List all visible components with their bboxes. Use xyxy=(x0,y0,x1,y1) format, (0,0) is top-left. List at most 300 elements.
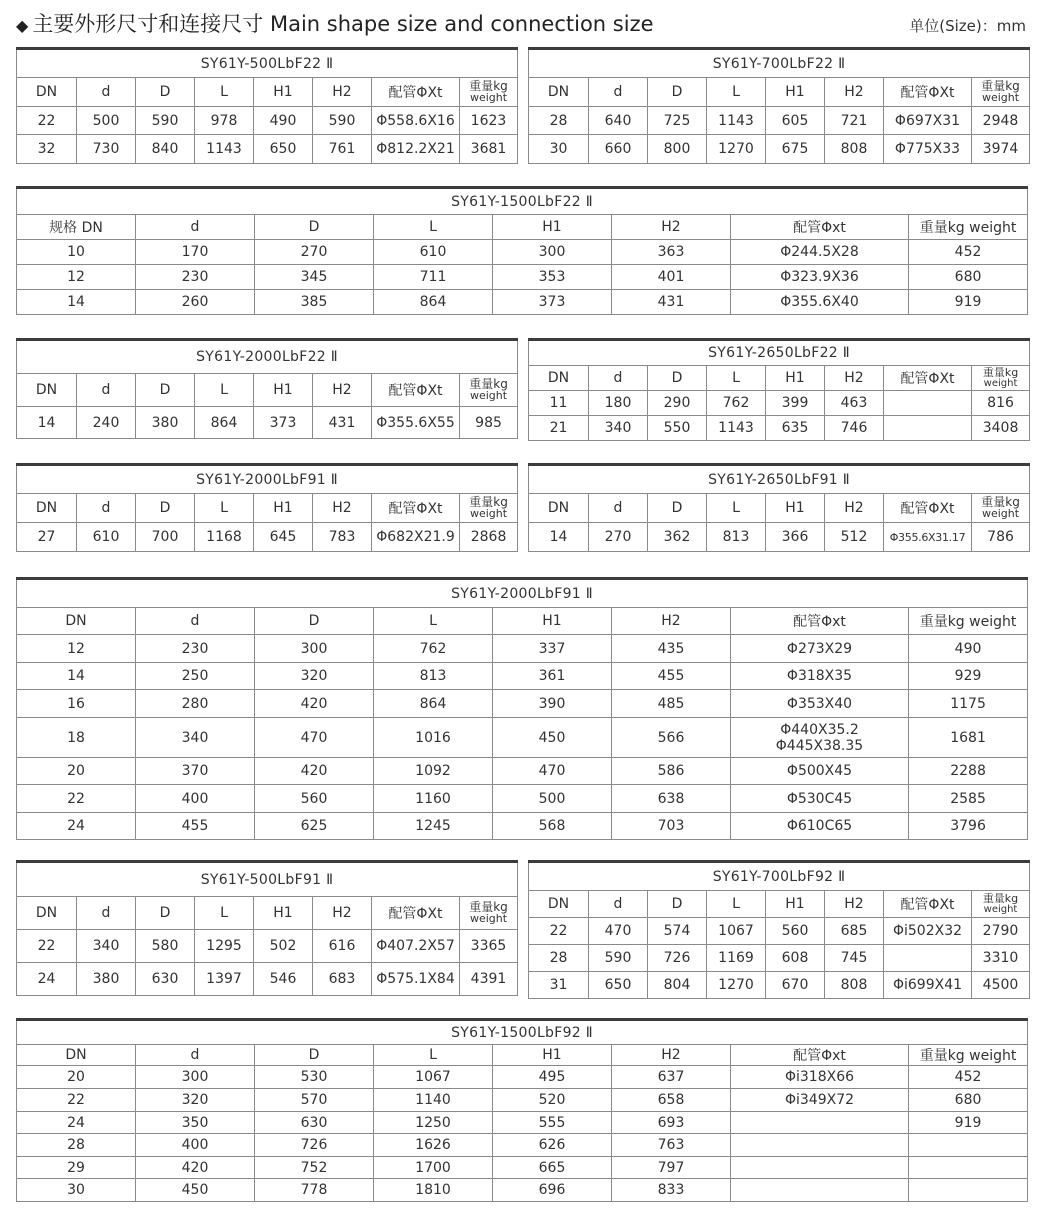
cell-weight: 919 xyxy=(909,290,1028,315)
table-row xyxy=(17,1157,1028,1179)
cell-h2: 658 xyxy=(612,1089,731,1112)
cell-h1: 650 xyxy=(254,135,313,164)
weight-kg-label: 重量kg xyxy=(469,79,508,93)
weight-kg-label: 重量kg xyxy=(982,366,1019,379)
cell-dn: 29 xyxy=(17,1157,136,1179)
cell-h1: 605 xyxy=(766,107,825,135)
cell-h1: 470 xyxy=(493,758,612,785)
cell-weight xyxy=(909,1134,1028,1157)
cell-h1: 450 xyxy=(493,718,612,758)
cell-d: 385 xyxy=(255,290,374,315)
header-pipe: 配管ΦXt xyxy=(372,494,460,523)
cell-d: 250 xyxy=(136,663,255,690)
cell-dn: 32 xyxy=(17,135,77,164)
table-title: SY61Y-2650LbF22 Ⅱ xyxy=(529,340,1030,366)
cell-h1: 353 xyxy=(493,265,612,290)
cell-l: 1270 xyxy=(707,135,766,164)
table-row xyxy=(529,972,1030,999)
cell-pipe: Φ323.9X36 xyxy=(731,265,909,290)
header-d: d xyxy=(77,374,136,407)
cell-dn: 16 xyxy=(17,690,136,718)
cell-pipe: Φ244.5X28 xyxy=(731,240,909,265)
weight-en-label: weight xyxy=(469,507,508,520)
cell-h1: 645 xyxy=(254,523,313,552)
cell-dn: 20 xyxy=(17,758,136,785)
cell-d: 630 xyxy=(136,963,195,996)
weight-kg-label: 重量kg xyxy=(469,495,508,509)
weight-en-label: weight xyxy=(983,904,1018,915)
cell-h1: 366 xyxy=(766,523,825,552)
cell-d: 470 xyxy=(255,718,374,758)
cell-d: 340 xyxy=(136,718,255,758)
cell-d: 590 xyxy=(136,107,195,135)
cell-d: 500 xyxy=(77,107,136,135)
spec-table xyxy=(16,47,518,164)
cell-d: 240 xyxy=(77,407,136,439)
cell-pipe: Φ530C45 xyxy=(731,785,909,813)
cell-h1: 546 xyxy=(254,963,313,996)
cell-h2: 638 xyxy=(612,785,731,813)
cell-dn: 18 xyxy=(17,718,136,758)
table-row xyxy=(17,690,1028,718)
header-d: d xyxy=(589,366,648,391)
table-row xyxy=(17,523,518,552)
cell-l: 1016 xyxy=(374,718,493,758)
cell-dn: 20 xyxy=(17,1066,136,1089)
cell-h2: 833 xyxy=(612,1179,731,1202)
header-l: L xyxy=(374,608,493,635)
header-pipe: 配管ΦXt xyxy=(884,494,972,523)
cell-h1: 500 xyxy=(493,785,612,813)
cell-pipe: Φi699X41 xyxy=(884,972,972,999)
table-header-row xyxy=(17,215,1028,240)
cell-line: Φ440X35.2 xyxy=(780,721,859,738)
cell-h2: 746 xyxy=(825,416,884,441)
cell-weight: 3365 xyxy=(460,930,518,963)
header-d: d xyxy=(589,78,648,107)
header-d: D xyxy=(136,78,195,107)
table-row xyxy=(529,416,1030,441)
cell-h2: 431 xyxy=(612,290,731,315)
cell-pipe: Φ575.1X84 xyxy=(372,963,460,996)
cell-pipe: Φi502X32 xyxy=(884,918,972,945)
cell-d: 726 xyxy=(648,945,707,972)
table-title-row xyxy=(17,862,518,897)
cell-weight: 680 xyxy=(909,265,1028,290)
cell-weight: 929 xyxy=(909,663,1028,690)
header-h1: H1 xyxy=(254,78,313,107)
cell-h2: 745 xyxy=(825,945,884,972)
table-title: SY61Y-2650LbF91 Ⅱ xyxy=(529,465,1030,494)
cell-h2: 435 xyxy=(612,635,731,663)
cell-weight: 985 xyxy=(460,407,518,439)
cell-l: 762 xyxy=(374,635,493,663)
cell-weight: 2790 xyxy=(972,918,1030,945)
table-row xyxy=(17,1066,1028,1089)
cell-h2: 721 xyxy=(825,107,884,135)
cell-h1: 560 xyxy=(766,918,825,945)
cell-d: 590 xyxy=(589,945,648,972)
cell-pipe: Φ558.6X16 xyxy=(372,107,460,135)
header-d: d xyxy=(77,897,136,930)
cell-h1: 495 xyxy=(493,1066,612,1089)
cell-l: 1250 xyxy=(374,1112,493,1134)
cell-h2: 683 xyxy=(313,963,372,996)
cell-pipe: Φ407.2X57 xyxy=(372,930,460,963)
header-dn: DN xyxy=(17,897,77,930)
cell-l: 978 xyxy=(195,107,254,135)
weight-en-label: weight xyxy=(981,507,1020,520)
cell-h2: 363 xyxy=(612,240,731,265)
header-dn: DN xyxy=(17,494,77,523)
header-h2: H2 xyxy=(313,897,372,930)
header-h1: H1 xyxy=(493,215,612,240)
cell-h2: 637 xyxy=(612,1066,731,1089)
header-weight: 重量kg weight xyxy=(909,608,1028,635)
cell-l: 1397 xyxy=(195,963,254,996)
cell-dn: 22 xyxy=(529,918,589,945)
table-title: SY61Y-700LbF22 Ⅱ xyxy=(529,49,1030,78)
cell-d: 270 xyxy=(255,240,374,265)
cell-dn: 24 xyxy=(17,813,136,840)
cell-dn: 12 xyxy=(17,635,136,663)
cell-pipe: Φi349X72 xyxy=(731,1089,909,1112)
cell-d: 610 xyxy=(77,523,136,552)
table-row xyxy=(17,107,518,135)
spec-table xyxy=(528,338,1030,441)
table-row xyxy=(17,963,518,996)
cell-d: 725 xyxy=(648,107,707,135)
header-weight: 重量kg weight xyxy=(909,215,1028,240)
cell-l: 1140 xyxy=(374,1089,493,1112)
table-row xyxy=(17,1112,1028,1134)
header-d: d xyxy=(589,494,648,523)
cell-l: 1270 xyxy=(707,972,766,999)
header-h2: H2 xyxy=(825,366,884,391)
table-header-row xyxy=(529,494,1030,523)
header-l: L xyxy=(707,366,766,391)
cell-h2: 783 xyxy=(313,523,372,552)
header-weight xyxy=(972,78,1030,107)
header-pipe: 配管Φxt xyxy=(731,1045,909,1066)
header-l: L xyxy=(707,891,766,918)
cell-d: 455 xyxy=(136,813,255,840)
cell-dn: 11 xyxy=(529,391,589,416)
header-h1: H1 xyxy=(254,494,313,523)
weight-kg-label: 重量kg xyxy=(981,79,1020,93)
cell-h2: 685 xyxy=(825,918,884,945)
cell-weight: 919 xyxy=(909,1112,1028,1134)
cell-h2: 431 xyxy=(313,407,372,439)
header-d: D xyxy=(255,1045,374,1066)
header-d: D xyxy=(255,215,374,240)
header-l: L xyxy=(195,897,254,930)
table-title-row xyxy=(17,49,518,78)
header-pipe: 配管ΦXt xyxy=(372,78,460,107)
cell-l: 1143 xyxy=(195,135,254,164)
cell-weight: 2585 xyxy=(909,785,1028,813)
weight-en-label: weight xyxy=(469,389,508,402)
cell-weight: 2288 xyxy=(909,758,1028,785)
table-header-row xyxy=(17,1045,1028,1066)
cell-d: 570 xyxy=(255,1089,374,1112)
cell-d: 320 xyxy=(136,1089,255,1112)
cell-d: 730 xyxy=(77,135,136,164)
header-h1: H1 xyxy=(493,608,612,635)
table-title: SY61Y-700LbF92 Ⅱ xyxy=(529,862,1030,891)
header-weight xyxy=(972,891,1030,918)
table-row xyxy=(529,107,1030,135)
cell-weight: 2868 xyxy=(460,523,518,552)
cell-h2: 808 xyxy=(825,135,884,164)
cell-h2: 512 xyxy=(825,523,884,552)
table-row xyxy=(17,718,1028,758)
header-dn: DN xyxy=(17,608,136,635)
cell-d: 574 xyxy=(648,918,707,945)
cell-h2: 797 xyxy=(612,1157,731,1179)
table-row xyxy=(17,930,518,963)
cell-h1: 626 xyxy=(493,1134,612,1157)
table-title-row xyxy=(17,465,518,494)
cell-d: 300 xyxy=(255,635,374,663)
cell-l: 1143 xyxy=(707,107,766,135)
table-row xyxy=(17,135,518,164)
spec-table xyxy=(16,338,518,439)
table-title-row xyxy=(529,49,1030,78)
cell-pipe xyxy=(731,1179,909,1202)
cell-pipe xyxy=(884,416,972,441)
table-row xyxy=(17,813,1028,840)
cell-d: 370 xyxy=(136,758,255,785)
cell-l: 813 xyxy=(707,523,766,552)
cell-dn: 28 xyxy=(529,107,589,135)
cell-h1: 502 xyxy=(254,930,313,963)
cell-dn: 28 xyxy=(529,945,589,972)
header-d: D xyxy=(648,891,707,918)
cell-d: 345 xyxy=(255,265,374,290)
cell-l: 610 xyxy=(374,240,493,265)
cell-d: 726 xyxy=(255,1134,374,1157)
cell-d: 550 xyxy=(648,416,707,441)
cell-h1: 568 xyxy=(493,813,612,840)
table-row xyxy=(17,663,1028,690)
header-d: D xyxy=(648,494,707,523)
cell-h2: 763 xyxy=(612,1134,731,1157)
cell-pipe: Φ353X40 xyxy=(731,690,909,718)
cell-h2: 455 xyxy=(612,663,731,690)
cell-h2: 463 xyxy=(825,391,884,416)
cell-weight: 1681 xyxy=(909,718,1028,758)
header-h2: H2 xyxy=(612,215,731,240)
header-d: D xyxy=(648,366,707,391)
cell-weight: 3796 xyxy=(909,813,1028,840)
header-l: L xyxy=(374,215,493,240)
header-dn: DN xyxy=(17,78,77,107)
cell-pipe xyxy=(884,391,972,416)
cell-d: 180 xyxy=(589,391,648,416)
cell-l: 1626 xyxy=(374,1134,493,1157)
header-pipe: 配管ΦXt xyxy=(884,891,972,918)
cell-weight: 786 xyxy=(972,523,1030,552)
cell-weight: 816 xyxy=(972,391,1030,416)
cell-d: 752 xyxy=(255,1157,374,1179)
cell-d: 380 xyxy=(77,963,136,996)
spec-table xyxy=(16,860,518,996)
header-l: L xyxy=(707,78,766,107)
table-title: SY61Y-500LbF91 Ⅱ xyxy=(17,862,518,897)
cell-pipe xyxy=(731,1112,909,1134)
cell-h2: 616 xyxy=(313,930,372,963)
cell-h2: 808 xyxy=(825,972,884,999)
cell-d: 400 xyxy=(136,1134,255,1157)
header-h2: H2 xyxy=(313,374,372,407)
cell-l: 1168 xyxy=(195,523,254,552)
cell-h2: 586 xyxy=(612,758,731,785)
cell-d: 420 xyxy=(136,1157,255,1179)
cell-pipe: Φ697X31 xyxy=(884,107,972,135)
cell-d: 700 xyxy=(136,523,195,552)
header-d: D xyxy=(136,897,195,930)
table-row xyxy=(17,265,1028,290)
table-row xyxy=(529,945,1030,972)
cell-h2: 566 xyxy=(612,718,731,758)
table-title: SY61Y-2000LbF91 Ⅱ xyxy=(17,465,518,494)
cell-weight: 1175 xyxy=(909,690,1028,718)
cell-d: 470 xyxy=(589,918,648,945)
cell-pipe: Φ500X45 xyxy=(731,758,909,785)
table-row xyxy=(17,758,1028,785)
cell-d: 800 xyxy=(648,135,707,164)
header-dn: DN xyxy=(529,78,589,107)
cell-h2: 401 xyxy=(612,265,731,290)
header-h1: H1 xyxy=(766,78,825,107)
cell-d: 530 xyxy=(255,1066,374,1089)
cell-dn: 24 xyxy=(17,963,77,996)
header-weight xyxy=(460,897,518,930)
cell-d: 778 xyxy=(255,1179,374,1202)
cell-h1: 665 xyxy=(493,1157,612,1179)
header-dn: DN xyxy=(529,494,589,523)
header-weight xyxy=(460,494,518,523)
cell-dn: 31 xyxy=(529,972,589,999)
table-row xyxy=(529,135,1030,164)
cell-d: 280 xyxy=(136,690,255,718)
cell-d: 840 xyxy=(136,135,195,164)
header-h1: H1 xyxy=(254,374,313,407)
header-dn: 规格 DN xyxy=(17,215,136,240)
cell-l: 762 xyxy=(707,391,766,416)
cell-d: 300 xyxy=(136,1066,255,1089)
table-row xyxy=(17,785,1028,813)
header-d: d xyxy=(136,215,255,240)
table-row xyxy=(17,1179,1028,1202)
header-weight xyxy=(972,494,1030,523)
table-row xyxy=(529,918,1030,945)
table-title: SY61Y-500LbF22 Ⅱ xyxy=(17,49,518,78)
cell-dn: 14 xyxy=(529,523,589,552)
table-title-row xyxy=(529,862,1030,891)
table-title: SY61Y-1500LbF22 Ⅱ xyxy=(17,188,1028,215)
cell-dn: 22 xyxy=(17,107,77,135)
cell-d: 270 xyxy=(589,523,648,552)
cell-l: 1295 xyxy=(195,930,254,963)
table-row xyxy=(17,1134,1028,1157)
weight-kg-label: 重量kg xyxy=(469,377,508,391)
header-dn: DN xyxy=(17,374,77,407)
cell-h1: 373 xyxy=(493,290,612,315)
header-h1: H1 xyxy=(493,1045,612,1066)
table-row xyxy=(17,1089,1028,1112)
cell-l: 1143 xyxy=(707,416,766,441)
header-h2: H2 xyxy=(825,891,884,918)
weight-en-label: weight xyxy=(983,378,1018,389)
header-h2: H2 xyxy=(825,494,884,523)
cell-dn: 30 xyxy=(17,1179,136,1202)
cell-d: 350 xyxy=(136,1112,255,1134)
cell-weight xyxy=(909,1179,1028,1202)
header-l: L xyxy=(707,494,766,523)
table-title-row xyxy=(529,340,1030,366)
cell-l: 864 xyxy=(195,407,254,439)
cell-h2: 590 xyxy=(313,107,372,135)
table-row xyxy=(17,290,1028,315)
cell-d: 230 xyxy=(136,265,255,290)
cell-l: 1700 xyxy=(374,1157,493,1179)
table-header-row xyxy=(17,897,518,930)
cell-d: 260 xyxy=(136,290,255,315)
cell-weight: 3310 xyxy=(972,945,1030,972)
cell-pipe xyxy=(884,945,972,972)
cell-d: 560 xyxy=(255,785,374,813)
cell-h1: 520 xyxy=(493,1089,612,1112)
spec-table xyxy=(528,463,1030,552)
cell-d: 450 xyxy=(136,1179,255,1202)
cell-h1: 696 xyxy=(493,1179,612,1202)
cell-dn: 22 xyxy=(17,785,136,813)
header-h1: H1 xyxy=(766,494,825,523)
cell-d: 380 xyxy=(136,407,195,439)
weight-kg-label: 重量kg xyxy=(981,495,1020,509)
cell-weight: 3681 xyxy=(460,135,518,164)
cell-d: 630 xyxy=(255,1112,374,1134)
cell-h1: 675 xyxy=(766,135,825,164)
cell-d: 340 xyxy=(77,930,136,963)
cell-dn: 27 xyxy=(17,523,77,552)
header-pipe: 配管ΦXt xyxy=(884,366,972,391)
cell-h1: 373 xyxy=(254,407,313,439)
table-row xyxy=(17,407,518,439)
cell-h2: 703 xyxy=(612,813,731,840)
cell-dn: 14 xyxy=(17,663,136,690)
cell-dn: 30 xyxy=(529,135,589,164)
cell-weight xyxy=(909,1157,1028,1179)
table-title-row xyxy=(17,579,1028,608)
header-weight xyxy=(460,374,518,407)
spec-table xyxy=(528,860,1030,999)
cell-d: 420 xyxy=(255,758,374,785)
cell-weight: 452 xyxy=(909,1066,1028,1089)
cell-dn: 14 xyxy=(17,290,136,315)
header-h2: H2 xyxy=(825,78,884,107)
header-pipe: 配管ΦXt xyxy=(372,374,460,407)
spec-table xyxy=(16,1018,1028,1202)
cell-pipe xyxy=(731,718,909,758)
header-weight xyxy=(460,78,518,107)
cell-h1: 670 xyxy=(766,972,825,999)
weight-kg-label: 重量kg xyxy=(982,892,1019,905)
cell-d: 230 xyxy=(136,635,255,663)
header-weight xyxy=(972,366,1030,391)
